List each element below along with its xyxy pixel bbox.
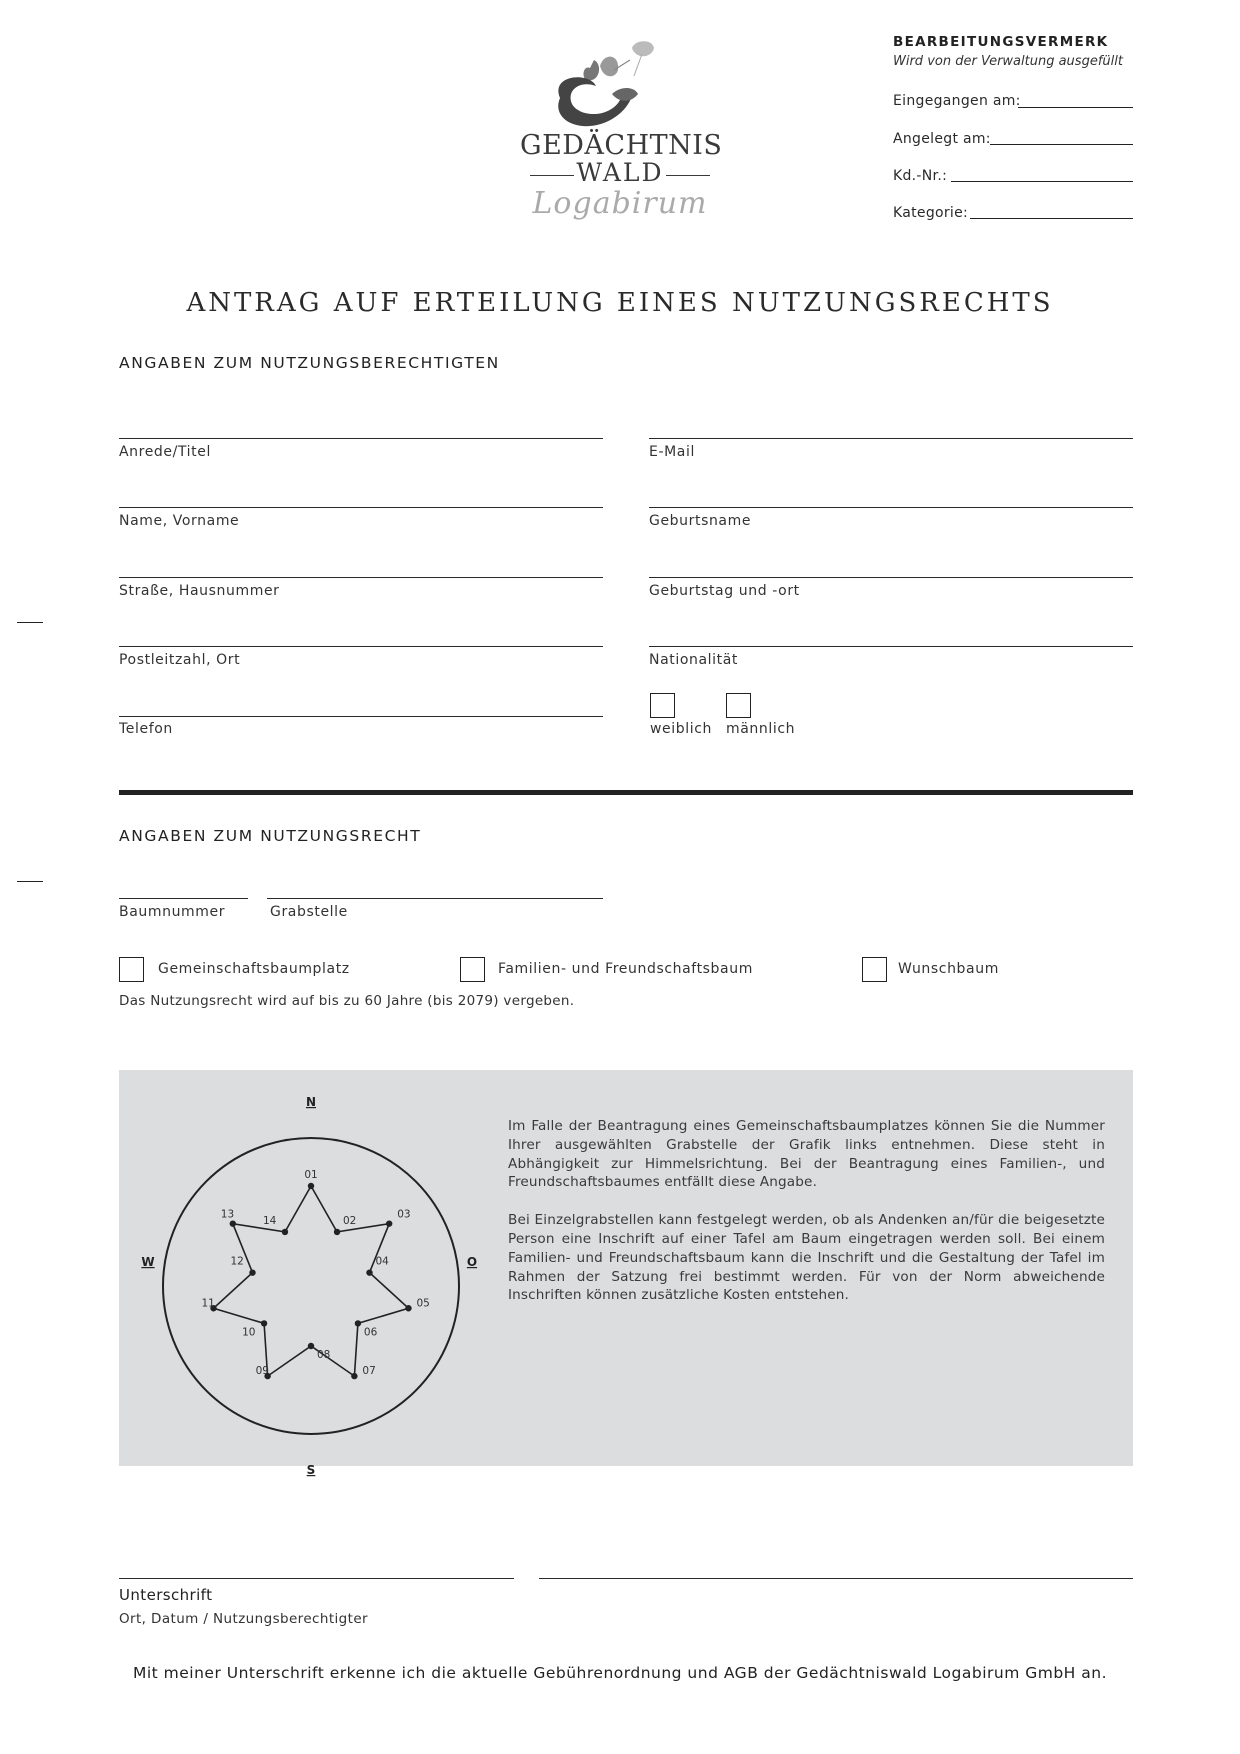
birth-name-input[interactable]	[649, 507, 1133, 508]
grave-point-13	[230, 1220, 236, 1226]
compass-north: N	[305, 1095, 317, 1109]
logo-wordmark-bottom: WALD	[576, 158, 664, 187]
info-paragraph-2: Bei Einzelgrabstellen kann festgelegt werden, ob als Andenken an/für die beigesetzte Person eine Inschrift auf einer Tafel am Baum eingetragen werden soll. Bei einem Familien- und Freundschaftsbaum kann die Inschrift und die Gestaltung der Tafel im Rahmen der Satzung frei bestimmt werden. Für von der Norm abweichende Inschriften können zusätzliche Kosten entstehen.	[508, 1212, 1105, 1304]
grave-label-01: 01	[304, 1169, 318, 1181]
info-panel	[119, 1070, 1133, 1477]
email-label: E-Mail	[649, 444, 695, 460]
compass-west: W	[141, 1255, 155, 1269]
grave-label-13: 13	[220, 1208, 235, 1221]
grave-point-10	[261, 1320, 267, 1326]
signature-input[interactable]	[539, 1578, 1133, 1579]
grave-label-10: 10	[242, 1326, 256, 1339]
holder-section-heading: ANGABEN ZUM NUTZUNGSBERECHTIGTEN	[119, 354, 500, 372]
family-tree-checkbox[interactable]	[460, 957, 485, 982]
fold-mark-bottom	[17, 881, 43, 882]
nationality-label: Nationalität	[649, 652, 738, 668]
street-label: Straße, Hausnummer	[119, 583, 280, 599]
consent-text: Mit meiner Unterschrift erkenne ich die aktuelle Gebührenordnung und AGB der Gedächtniswald Logabirum GmbH an.	[132, 1664, 1108, 1682]
grave-label-12: 12	[230, 1255, 244, 1268]
grave-point-02	[334, 1229, 340, 1235]
signature-place-date-input[interactable]	[119, 1578, 514, 1579]
grave-label-05: 05	[416, 1297, 430, 1310]
fold-mark-top	[17, 622, 43, 623]
signature-label: Unterschrift	[119, 1586, 213, 1604]
grave-label-06: 06	[363, 1326, 378, 1339]
phone-input[interactable]	[119, 716, 603, 717]
wish-tree-checkbox[interactable]	[862, 957, 887, 982]
admin-received-label: Eingegangen am:	[893, 93, 1021, 109]
grave-label-09: 09	[255, 1365, 269, 1378]
duration-note: Das Nutzungsrecht wird auf bis zu 60 Jahre (bis 2079) vergeben.	[119, 993, 575, 1009]
admin-created-field[interactable]	[990, 144, 1133, 145]
postal-input[interactable]	[119, 646, 603, 647]
compass-east: O	[466, 1255, 478, 1269]
compass-south: S	[306, 1463, 316, 1477]
grave-point-01	[308, 1183, 314, 1189]
grave-label-14: 14	[263, 1214, 277, 1227]
birth-name-label: Geburtsname	[649, 513, 752, 529]
grave-point-12	[249, 1269, 255, 1275]
signature-sublabel: Ort, Datum / Nutzungsberechtigter	[119, 1611, 368, 1627]
grave-point-04	[366, 1269, 372, 1275]
grave-input[interactable]	[267, 898, 603, 899]
grave-label-07: 07	[362, 1365, 376, 1378]
page-title: ANTRAG AUF ERTEILUNG EINES NUTZUNGSRECHTS	[186, 288, 1054, 318]
grave-label-02: 02	[343, 1214, 357, 1227]
admin-customer-no-label: Kd.-Nr.:	[893, 168, 948, 184]
grave-label: Grabstelle	[270, 904, 348, 920]
tree-number-label: Baumnummer	[119, 904, 226, 920]
name-label: Name, Vorname	[119, 513, 240, 529]
grave-point-07	[351, 1373, 357, 1379]
info-text	[508, 1117, 1105, 1324]
grave-point-03	[386, 1220, 392, 1226]
admin-heading: BEARBEITUNGSVERMERK	[893, 34, 1109, 50]
grave-point-06	[355, 1320, 361, 1326]
street-input[interactable]	[119, 577, 603, 578]
admin-subheading: Wird von der Verwaltung ausgefüllt	[893, 54, 1123, 69]
grave-label-08: 08	[317, 1349, 331, 1361]
male-label: männlich	[726, 721, 796, 737]
info-paragraph-1: Im Falle der Beantragung eines Gemeinschaftsbaumplatzes können Sie die Nummer Ihrer ausgewählten Grabstelle der Grafik links entnehmen. Diese steht in Abhängigkeit zur Himmelsrichtung. Bei der Beantragung eines Familien-, und Freundschaftsbaumes entfällt diese Angabe.	[508, 1118, 1105, 1191]
grave-compass-diagram	[119, 1070, 478, 1477]
grave-point-14	[282, 1229, 288, 1235]
right-section-heading: ANGABEN ZUM NUTZUNGSRECHT	[119, 827, 422, 845]
birth-input[interactable]	[649, 577, 1133, 578]
logo-wordmark-line-right	[666, 175, 710, 176]
logo-script: Logabirum	[532, 186, 708, 221]
section-divider	[119, 790, 1133, 795]
email-input[interactable]	[649, 438, 1133, 439]
community-tree-checkbox[interactable]	[119, 957, 144, 982]
grave-label-11: 11	[201, 1297, 215, 1310]
admin-category-label: Kategorie:	[893, 205, 969, 221]
admin-created-label: Angelegt am:	[893, 131, 991, 147]
phone-label: Telefon	[119, 721, 173, 737]
grave-label-04: 04	[375, 1255, 389, 1268]
compass-circle	[163, 1138, 459, 1434]
grave-point-08	[308, 1343, 314, 1349]
female-checkbox[interactable]	[650, 693, 675, 718]
logo	[520, 34, 723, 240]
female-label: weiblich	[650, 721, 712, 737]
family-tree-label: Familien- und Freundschaftsbaum	[498, 961, 753, 977]
admin-category-field[interactable]	[970, 218, 1133, 219]
salutation-input[interactable]	[119, 438, 603, 439]
grave-point-05	[405, 1305, 411, 1311]
grave-label-03: 03	[397, 1208, 411, 1221]
ginkgo-logo-icon	[520, 34, 720, 134]
admin-customer-no-field[interactable]	[951, 181, 1133, 182]
male-checkbox[interactable]	[726, 693, 751, 718]
community-tree-label: Gemeinschaftsbaumplatz	[158, 961, 350, 977]
tree-number-input[interactable]	[119, 898, 248, 899]
birth-label: Geburtstag und -ort	[649, 583, 800, 599]
postal-label: Postleitzahl, Ort	[119, 652, 241, 668]
name-input[interactable]	[119, 507, 603, 508]
logo-wordmark-line-left	[530, 175, 574, 176]
grave-star	[202, 1169, 430, 1379]
nationality-input[interactable]	[649, 646, 1133, 647]
wish-tree-label: Wunschbaum	[898, 961, 999, 977]
logo-wordmark-top: GEDÄCHTNIS	[520, 130, 723, 161]
admin-received-field[interactable]	[1018, 107, 1133, 108]
salutation-label: Anrede/Titel	[119, 444, 211, 460]
